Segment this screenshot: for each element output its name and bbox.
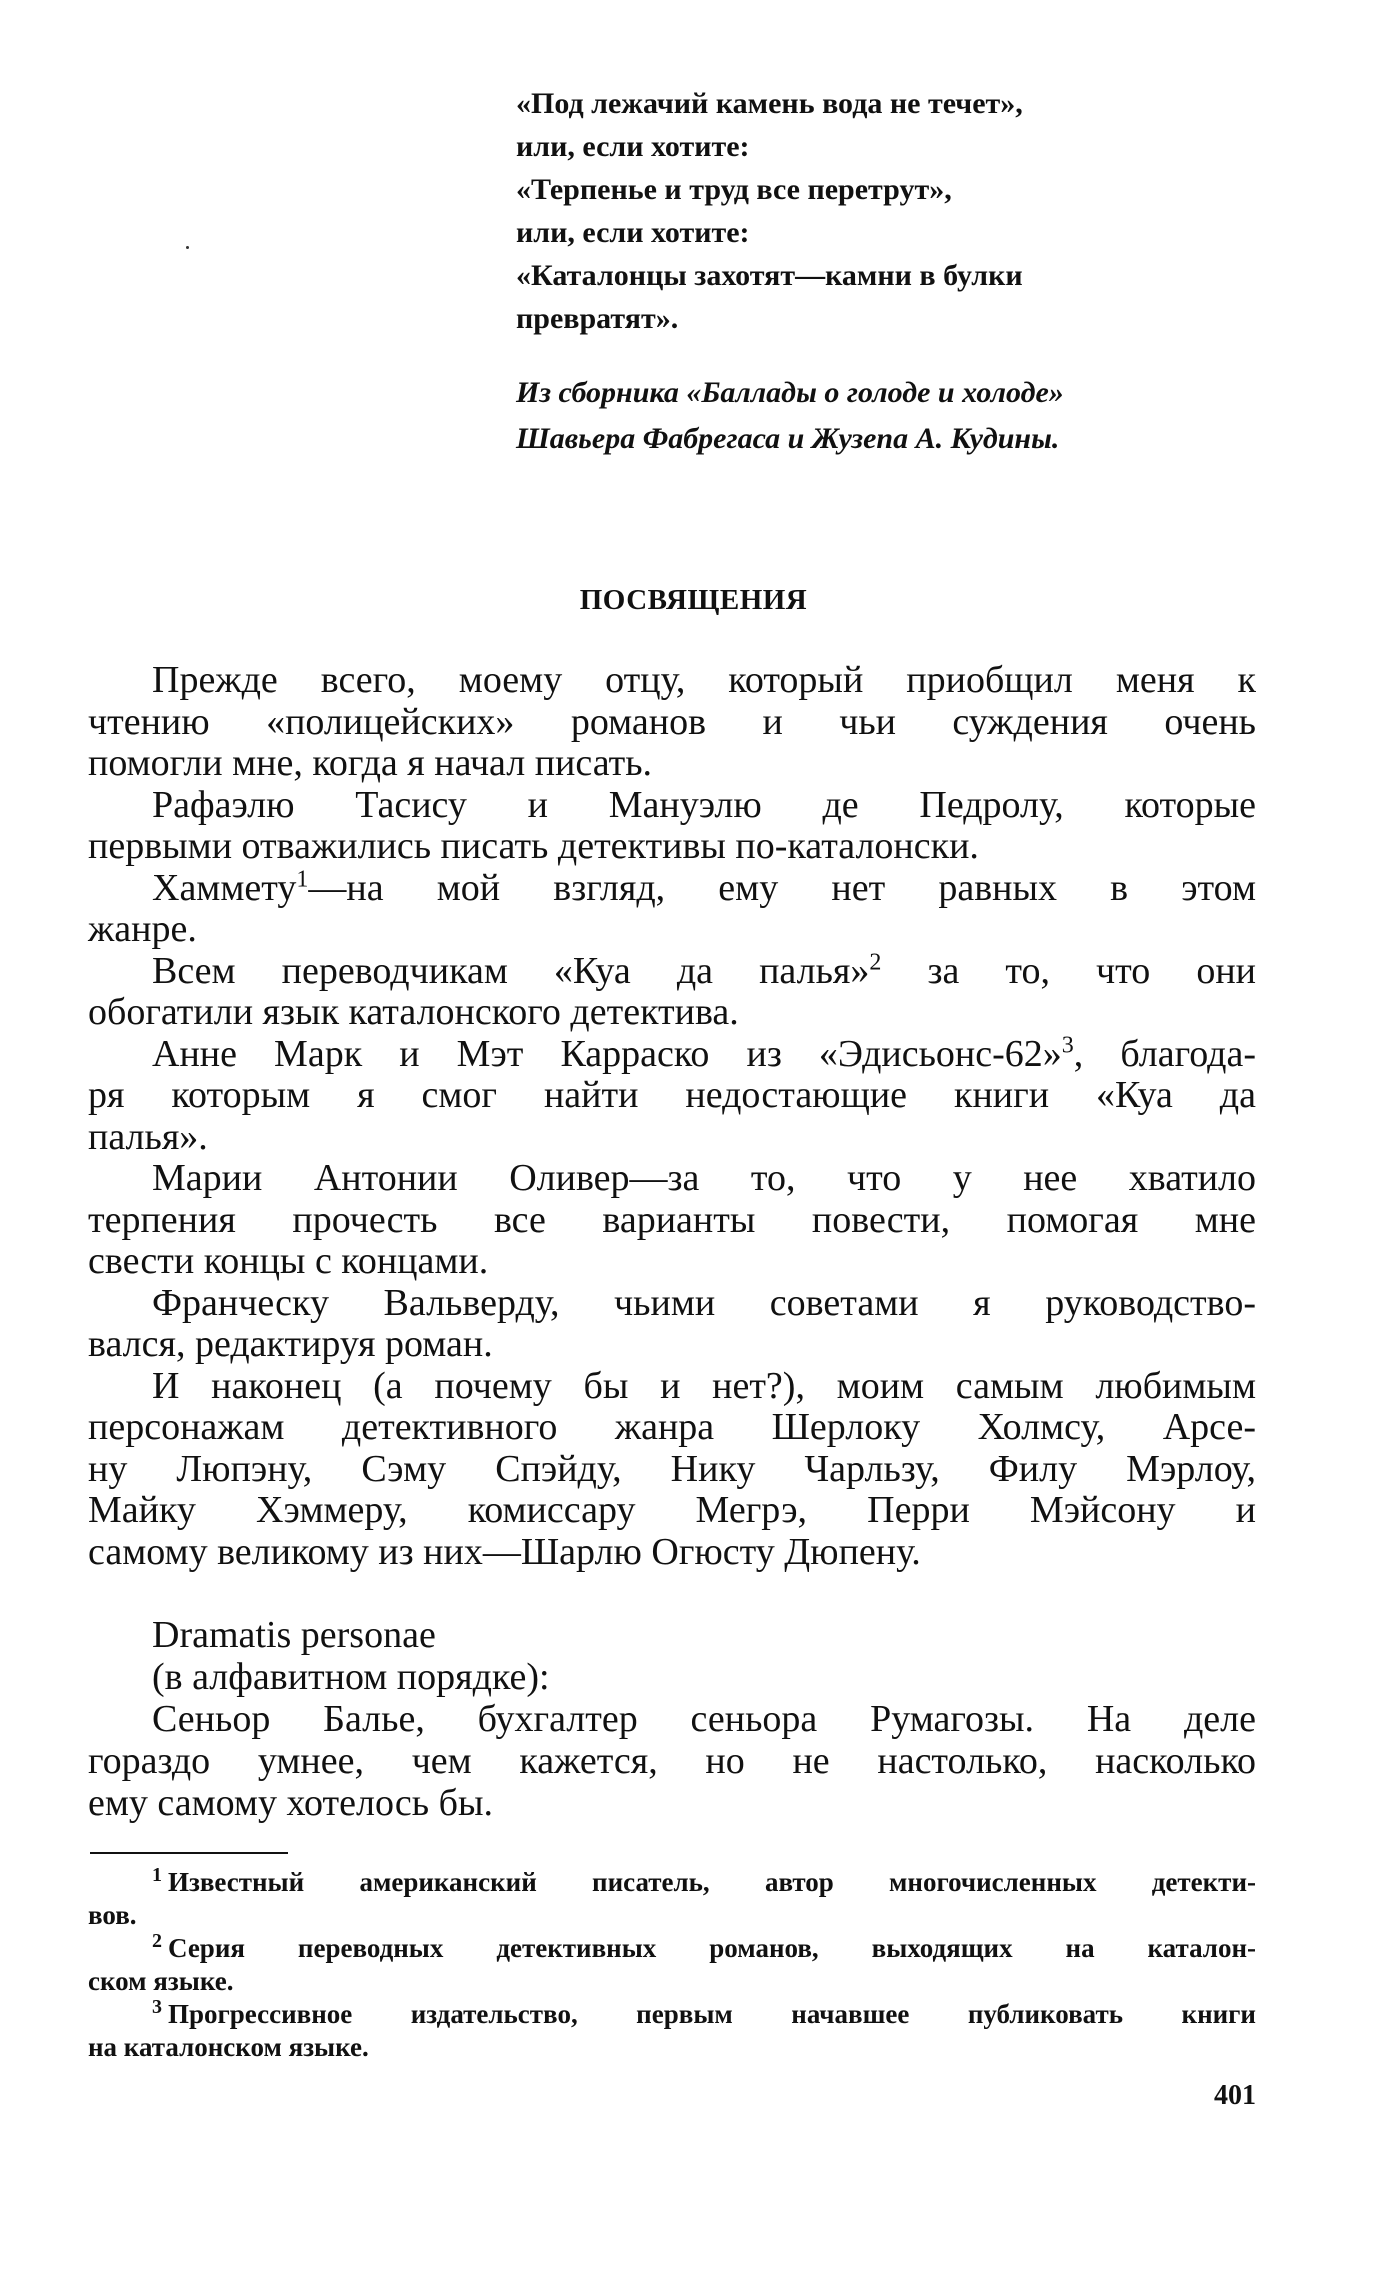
text-line: ну Люпэну, Сэму Спэйду, Нику Чарльзу, Филу Мэрлоу, [88,1447,1256,1490]
footnotes [88,1866,1256,2064]
footnote [88,1998,1256,2064]
text-line [88,1031,1256,1076]
text-run: Всем переводчикам «Куа да палья» [152,949,870,992]
footnote-divider [90,1852,288,1854]
footnote-text: Серия переводных детективных романов, выходящих на каталон- [168,1933,1256,1963]
footnote-line [88,1998,1256,2031]
text-line: ря которым я смог найти недостающие книги «Куа да [88,1074,1256,1116]
footnote-number: 3 [152,1996,162,2018]
footnote-line: на каталонском языке. [88,2032,369,2062]
text-line: персонажам детективного жанра Шерлоку Холмсу, Арсе- [88,1406,1256,1448]
dedication-paragraph [88,1366,1256,1574]
epigraph-source [516,370,1276,462]
dramatis-subtitle: (в алфавитном порядке): [152,1656,550,1698]
epigraph-source-line: Шавьера Фабрегаса и Жузепа А. Кудины. [516,422,1060,455]
epigraph-line: или, если хотите: [516,216,750,249]
text-line: И наконец (а почему бы и нет?), моим самым любимым [152,1364,1256,1407]
dedication-paragraph [88,1283,1256,1366]
epigraph-line: «Под лежачий камень вода не течет», [516,87,1023,120]
dramatis-title: Dramatis personae [152,1614,436,1656]
text-line: Прежде всего, моему отцу, который приобщил меня к [152,659,1256,701]
text-line: первыми отважились писать детективы по-каталонски. [88,825,979,867]
text-line: Марии Антонии Оливер—за то, что у нее хватило [152,1157,1256,1199]
dedications-body [88,660,1256,1573]
dedication-paragraph [88,785,1256,868]
footnote [88,1866,1256,1932]
text-line [88,948,1256,993]
section-heading: ПОСВЯЩЕНИЯ [579,584,808,616]
text-line: помогли мне, когда я начал писать. [88,742,653,784]
text-line: Рафаэлю Тасису и Мануэлю де Педролу, которые [152,783,1256,826]
text-line: жанре. [88,908,197,950]
text-run: Хаммету [152,866,297,909]
dedication-paragraph [88,1158,1256,1283]
text-line: обогатили язык каталонского детектива. [88,991,739,1033]
footnote-line [88,1932,1256,1965]
dedication-paragraph [88,660,1256,785]
dedication-paragraph [88,1031,1256,1159]
text-line: Майку Хэммеру, комиссару Мегрэ, Перри Мэйсону и [88,1489,1256,1531]
dramatis-personae [88,1614,1256,1824]
dedication-paragraph [88,865,1256,951]
footnote-line: вов. [88,1900,137,1930]
dedication-paragraph [88,948,1256,1034]
text-run: , благода- [1073,1032,1256,1075]
footnote-ref: 2 [869,948,882,975]
text-line: вался, редактируя роман. [88,1323,493,1365]
text-line: свести концы с концами. [88,1240,489,1282]
footnote-line: ском языке. [88,1966,234,1996]
text-line: палья». [88,1115,208,1158]
text-run: Анне Марк и Мэт Карраско из «Эдисьонс-62» [152,1032,1062,1075]
text-line: чтению «полицейских» романов и чьи суждения очень [88,700,1256,743]
character-entry-line: гораздо умнее, чем кажется, но не настолько, насколько [88,1740,1256,1782]
text-run: —на мой взгляд, ему нет равных в этом [308,866,1256,909]
text-line: самому великому из них—Шарлю Огюсту Дюпену. [88,1530,921,1573]
footnote-ref: 3 [1061,1031,1074,1058]
footnote-number: 1 [152,1864,162,1886]
epigraph [516,82,1276,462]
footnote [88,1932,1256,1998]
page-number: 401 [1214,2080,1256,2111]
text-run: за то, что они [881,949,1256,992]
character-entry-line: ему самому хотелось бы. [88,1782,493,1824]
footnote-number: 2 [152,1930,162,1952]
text-line [88,865,1256,910]
text-line: терпения прочесть все варианты повести, помогая мне [88,1198,1256,1241]
epigraph-source-line: Из сборника «Баллады о голоде и холоде» [516,376,1064,409]
footnote-ref: 1 [296,865,309,892]
print-speck [186,246,189,249]
epigraph-line: «Каталонцы захотят—камни в булки [516,259,1023,292]
footnote-line [88,1866,1256,1899]
footnote-text: Прогрессивное издательство, первым начавшее публиковать книги [168,1999,1256,2029]
character-entry-line: Сеньор Балье, бухгалтер сеньора Румагозы. На деле [152,1698,1256,1740]
epigraph-line: превратят». [516,302,679,335]
epigraph-line: или, если хотите: [516,130,750,163]
epigraph-line: «Терпенье и труд все перетрут», [516,173,952,206]
text-line: Франческу Вальверду, чьими советами я руководство- [152,1281,1256,1324]
footnote-text: Известный американский писатель, автор многочисленных детекти- [168,1867,1256,1897]
